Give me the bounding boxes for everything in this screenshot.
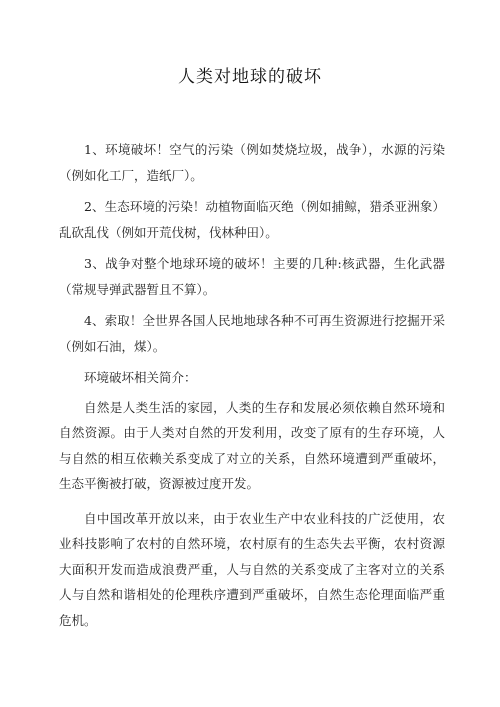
paragraph-6: 自中国改革开放以来，由于农业生产中农业科技的广泛使用，农业科技影响了农村的自然环境，农村原有的生态失去平衡，农村资源大面积开发而造成浪费严重，人与自然的关系变成了主客对立的关系人与自然和谐相处的伦理秩序遭到严重破坏，自然生态伦理面临严重危机。: [59, 510, 445, 628]
paragraph-5: 自然是人类生活的家园，人类的生存和发展必须依赖自然环境和自然资源。由于人类对自然的开发利用，改变了原有的生存环境，人与自然的相互依赖关系变成了对立的关系，自然环境遭到严重破坏，生态平衡被打破，资源被过度开发。: [59, 399, 445, 491]
paragraph-3: 3、战争对整个地球环境的破坏！主要的几种:核武器，生化武器（常规导弹武器暂且不算）。: [59, 256, 445, 297]
paragraph-4: 4、索取！全世界各国人民地地球各种不可再生资源进行挖掘开采（例如石油，煤）。: [59, 313, 445, 354]
section-heading: 环境破坏相关简介：: [84, 370, 197, 385]
paragraph-2: 2、生态环境的污染！动植物面临灭绝（例如捕鲸，猎杀亚洲象）乱砍乱伐（例如开荒伐树，伐林种田）。: [59, 199, 445, 240]
document-title: 人类对地球的破坏: [178, 67, 322, 87]
paragraph-1: 1、环境破坏！空气的污染（例如焚烧垃圾，战争），水源的污染（例如化工厂，造纸厂）。: [59, 142, 445, 183]
document-body: [59, 137, 445, 639]
